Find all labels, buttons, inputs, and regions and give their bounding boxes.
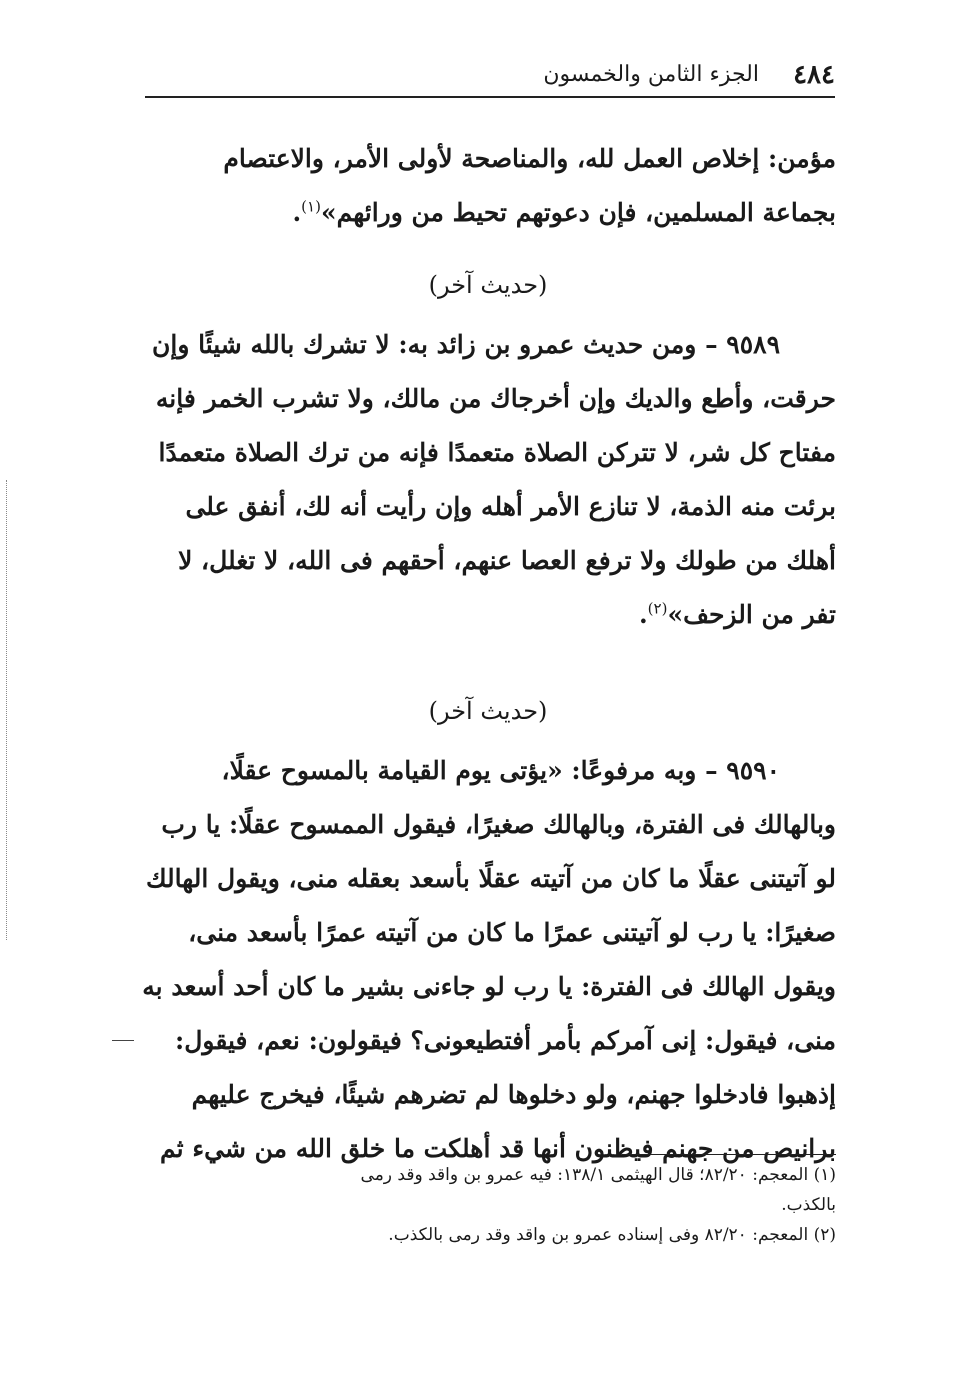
text-line: لو آتيتنى عقلًا ما كان من آتيته عقلًا بأسعد بعقله منى، ويقول الهالك [145, 864, 836, 893]
text-line: برئت منه الذمة، لا تنازع الأمر أهله وإن رأيت أنه لك، أنفق على [185, 492, 836, 521]
period: . [292, 198, 302, 227]
footnote-mark: (٢) [647, 599, 668, 618]
text-line: منى، فيقول: إنى آمركم بأمر أفتطيعونى؟ فيقولون: نعم، فيقول: [175, 1026, 836, 1055]
section-heading: (حديث آخر) [428, 697, 548, 725]
footnote-1-continuation: بالكذب. [781, 1195, 836, 1215]
page-number: ٤٨٤ [793, 60, 835, 90]
continuation-mark [112, 1040, 134, 1041]
text-line: مؤمن: إخلاص العمل لله، والمناصحة لأولى الأمر، والاعتصام [223, 144, 836, 173]
text-line: ويقول الهالك فى الفترة: يا رب لو جاءنى بشير ما كان أحد أسعد به [142, 972, 836, 1001]
text-line: ٩٥٩٠ – وبه مرفوعًا: «يؤتى يوم القيامة بالمسوح عقلًا، [221, 756, 780, 785]
gutter-edge [6, 480, 7, 940]
page-header [145, 60, 835, 98]
text-line: إذهبوا فادخلوا جهنم، ولو دخلوها لم تضرهم شيئًا، فيخرج عليهم [191, 1080, 836, 1109]
main-text [140, 132, 836, 1176]
text-line: أهلك من طولك ولا ترفع العصا عنهم، أحقهم فى الله، لا تغلل، لا [178, 546, 836, 575]
text-span: تفر من الزحف» [667, 600, 836, 629]
text-line: وبالهالك فى الفترة، وبالهالك صغيرًا، فيقول الممسوح عقلًا: يا رب [161, 810, 836, 839]
text-line: ٩٥٨٩ – ومن حديث عمرو بن زائد به: لا تشرك بالله شيئًا وإن [152, 330, 780, 359]
text-line [140, 588, 836, 642]
period: . [638, 600, 648, 629]
footnotes [122, 1160, 836, 1250]
footnote-1: (١) المعجم: ٨٢/٢٠؛ قال الهيثمى ١٣٨/١: فيه عمرو بن واقد وقد رمى [360, 1165, 836, 1185]
footnote-2: (٢) المعجم: ٨٢/٢٠ وفى إسناده عمرو بن واقد وقد رمى بالكذب. [388, 1225, 836, 1245]
text-line: صغيرًا: يا رب لو آتيتنى عمرًا ما كان من آتيته عمرًا بأسعد منى، [188, 918, 836, 947]
text-line: مفتاح كل شر، لا تتركن الصلاة متعمدًا فإنه من ترك الصلاة متعمدًا [158, 438, 836, 467]
text-span: بجماعة المسلمين، فإن دعوتهم تحيط من ورائهم» [320, 198, 836, 227]
text-line: حرقت، وأطع والديك وإن أخرجاك من مالك، ولا تشرب الخمر فإنه [155, 384, 836, 413]
text-line: برانيص من جهنم فيظنون أنها قد أهلكت ما خلق الله من شيء ثم [160, 1134, 836, 1163]
section-heading: (حديث آخر) [428, 271, 548, 299]
footnote-separator [622, 1154, 836, 1155]
footnote-mark: (١) [301, 197, 321, 216]
running-title: الجزء الثامن والخمسون [543, 62, 759, 87]
text-line [140, 186, 836, 240]
